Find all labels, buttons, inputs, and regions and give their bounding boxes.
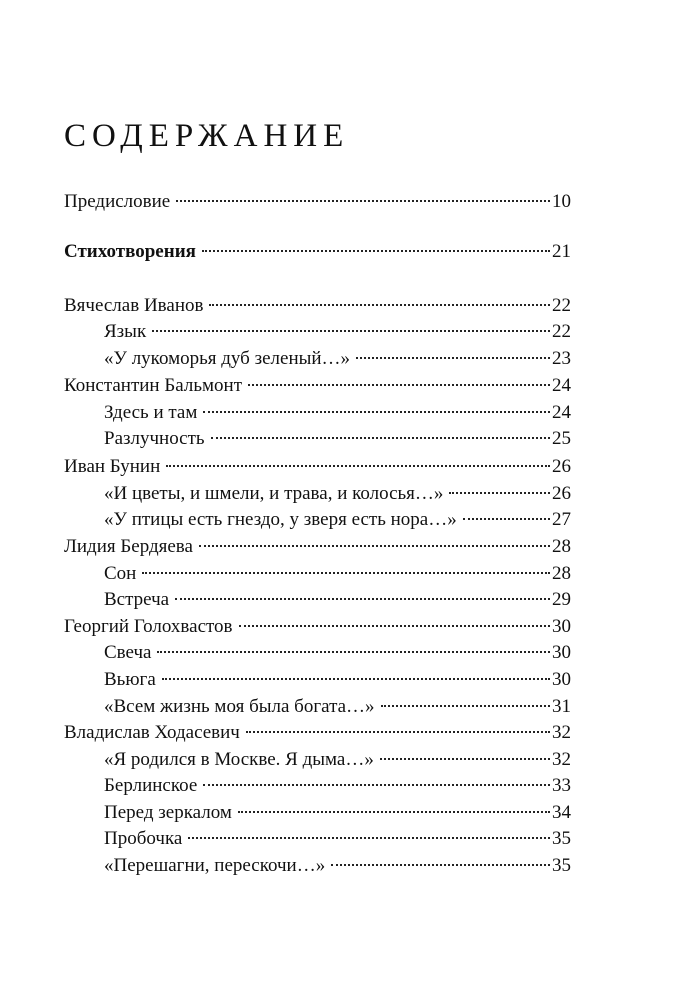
toc-page-number: 35	[552, 828, 571, 849]
toc-entry-title: Перед зеркалом	[104, 802, 232, 823]
toc-entry	[104, 775, 571, 797]
toc-entry-title: Георгий Голохвастов	[64, 616, 233, 637]
dot-leader	[166, 465, 550, 467]
dot-leader	[162, 678, 550, 680]
toc-entry-title: Берлинское	[104, 775, 198, 796]
dot-leader	[331, 864, 550, 866]
toc-entry-title: Константин Бальмонт	[64, 375, 243, 396]
toc-page-number: 30	[552, 616, 571, 637]
toc-entry-title: «И цветы, и шмели, и трава, и колосья…»	[104, 483, 444, 504]
dot-leader	[152, 330, 550, 332]
toc-entry	[104, 509, 571, 531]
dot-leader	[199, 545, 550, 547]
toc-entry	[64, 616, 571, 638]
dot-leader	[248, 384, 550, 386]
dot-leader	[209, 304, 550, 306]
toc-entry	[104, 402, 571, 424]
dot-leader	[176, 200, 550, 202]
dot-leader	[211, 437, 550, 439]
toc-entry-title: Стихотворения	[64, 241, 196, 262]
toc-entry	[104, 669, 571, 691]
toc-entry	[104, 696, 571, 718]
toc-entry	[64, 456, 571, 478]
toc-entry	[104, 642, 571, 664]
toc-entry	[104, 749, 571, 771]
toc-entry-title: «Всем жизнь моя была богата…»	[104, 696, 375, 717]
toc-entry-title: Пробочка	[104, 828, 183, 849]
toc-entry-title: «У птицы есть гнездо, у зверя есть нора…»	[104, 509, 457, 530]
dot-leader	[238, 811, 550, 813]
toc-entry-title: «Перешагни, перескочи…»	[104, 855, 326, 876]
toc-page-number: 22	[552, 295, 571, 316]
toc-entry	[104, 483, 571, 505]
dot-leader	[356, 357, 550, 359]
toc-page-number: 30	[552, 669, 571, 690]
dot-leader	[449, 492, 550, 494]
toc-entry	[104, 802, 571, 824]
toc-page-number: 30	[552, 642, 571, 663]
dot-leader	[202, 250, 550, 252]
toc-page-number: 35	[552, 855, 571, 876]
toc-page-number: 22	[552, 321, 571, 342]
toc-entry-title: Разлучность	[104, 428, 205, 449]
toc-entry	[104, 828, 571, 850]
toc-entry-title: Встреча	[104, 589, 170, 610]
toc-page-number: 32	[552, 749, 571, 770]
toc-page-number: 24	[552, 375, 571, 396]
toc-entry	[104, 321, 571, 343]
dot-leader	[157, 651, 550, 653]
toc-page-number: 33	[552, 775, 571, 796]
toc-entry-title: Свеча	[104, 642, 152, 663]
dot-leader	[381, 705, 550, 707]
toc-page-number: 24	[552, 402, 571, 423]
toc-page-number: 26	[552, 483, 571, 504]
toc-page-number: 31	[552, 696, 571, 717]
toc-entry	[64, 191, 571, 213]
toc-page-number: 28	[552, 563, 571, 584]
dot-leader	[203, 784, 550, 786]
toc-page-number: 32	[552, 722, 571, 743]
toc-page-number: 10	[552, 191, 571, 212]
toc-entry-title: «У лукоморья дуб зеленый…»	[104, 348, 351, 369]
toc-entry	[104, 428, 571, 450]
toc-entry-title: Лидия Бердяева	[64, 536, 193, 557]
toc-entry-title: Вьюга	[104, 669, 156, 690]
dot-leader	[246, 731, 550, 733]
toc-entry-title: Предисловие	[64, 191, 171, 212]
toc-page-number: 25	[552, 428, 571, 449]
toc-entry	[64, 536, 571, 558]
page-title: СОДЕРЖАНИЕ	[64, 118, 350, 155]
dot-leader	[142, 572, 550, 574]
toc-entry	[104, 348, 571, 370]
toc-entry-title: Владислав Ходасевич	[64, 722, 240, 743]
dot-leader	[380, 758, 550, 760]
dot-leader	[175, 598, 550, 600]
toc-entry	[64, 241, 571, 263]
toc-entry	[104, 563, 571, 585]
toc-page-number: 28	[552, 536, 571, 557]
toc-entry-title: Иван Бунин	[64, 456, 161, 477]
toc-entry	[104, 855, 571, 877]
toc-entry	[64, 375, 571, 397]
toc-page-number: 23	[552, 348, 571, 369]
toc-entry-title: Здесь и там	[104, 402, 198, 423]
toc-page-number: 26	[552, 456, 571, 477]
dot-leader	[239, 625, 550, 627]
toc-entry	[64, 722, 571, 744]
toc-entry	[104, 589, 571, 611]
dot-leader	[463, 518, 550, 520]
toc-entry-title: Сон	[104, 563, 137, 584]
toc-entry	[64, 295, 571, 317]
toc-page-number: 29	[552, 589, 571, 610]
toc-entry-title: Вячеслав Иванов	[64, 295, 204, 316]
toc-entry-title: «Я родился в Москве. Я дыма…»	[104, 749, 374, 770]
toc-entry-title: Язык	[104, 321, 147, 342]
toc-page-number: 21	[552, 241, 571, 262]
toc-page-number: 27	[552, 509, 571, 530]
toc-page-number: 34	[552, 802, 571, 823]
dot-leader	[188, 837, 550, 839]
dot-leader	[203, 411, 550, 413]
